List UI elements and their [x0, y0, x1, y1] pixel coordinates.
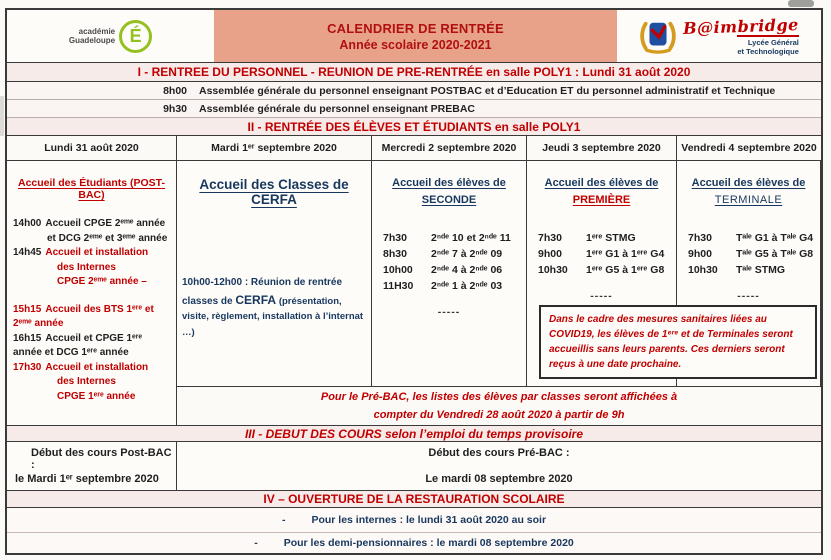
- monday-item: 14h45 Accueil et installation: [13, 247, 149, 258]
- school-type: Lycée Général et Technologique: [737, 35, 799, 56]
- schedule-row: 10h30 1ᵉʳᵉ G5 à 1ᵉʳᵉ G8: [538, 264, 665, 276]
- schedule-row: 10h30 Tᵃˡᵉ STMG: [688, 264, 786, 276]
- schedule-row: 10h00 2ⁿᵈᵉ 4 à 2ⁿᵈᵉ 06: [383, 264, 503, 276]
- terminale-schedule: [682, 232, 815, 276]
- cerfa-body: 10h00-12h00 : Réunion de rentrée classes de CERFA (présentation, visite, règlement, installation à l’internat …): [182, 277, 364, 338]
- separator: -----: [590, 290, 613, 302]
- prebac-start-date: Le mardi 08 septembre 2020: [425, 473, 573, 485]
- meeting-description: Assemblée générale du personnel enseignant POSTBAC et d’Education ET du personnel administratif et Technique: [199, 84, 776, 97]
- cerfa-heading: Accueil des Classes de CERFA: [199, 177, 349, 207]
- wednesday-column: [372, 161, 527, 386]
- personnel-row: [7, 100, 821, 118]
- day-header-wednesday: Mercredi 2 septembre 2020: [372, 136, 527, 160]
- bullet-dash: -: [254, 537, 258, 549]
- personnel-row: [7, 82, 821, 100]
- restauration-internes: - Pour les internes : le lundi 31 août 2020 au soir: [7, 508, 821, 533]
- document-header: [7, 10, 821, 63]
- postbac-start: [7, 442, 177, 490]
- section3-title: III - DEBUT DES COURS selon l’emploi du temps provisoire: [7, 426, 821, 442]
- schedule-row: 7h30 Tᵃˡᵉ G1 à Tᵃˡᵉ G4: [688, 232, 814, 244]
- monday-item: 15h15 Accueil des BTS 1ᵉʳᵉ et 2ᵉᵐᵉ année: [13, 303, 154, 329]
- postbac-start-date: le Mardi 1ᵉʳ septembre 2020: [15, 473, 159, 485]
- monday-item: et DCG 2ᵉᵐᵉ et 3ᵉᵐᵉ année: [47, 232, 168, 244]
- academy-logo-icon: É: [119, 20, 152, 53]
- scan-smudge: [0, 96, 4, 136]
- tuesday-column: [177, 161, 372, 386]
- course-start-row: [7, 442, 821, 491]
- premiere-schedule: [532, 232, 671, 276]
- school-crest-icon: [639, 18, 677, 54]
- postbac-start-label: Début des cours Post-BAC :: [31, 447, 172, 471]
- section1-title: I - RENTREE DU PERSONNEL - REUNION DE PRE-RENTRÉE en salle POLY1 : Lundi 31 août 2020: [7, 63, 821, 82]
- section2-title: II - RENTRÉE DES ÉLÈVES ET ÉTUDIANTS en salle POLY1: [7, 118, 821, 136]
- document-title-block: [214, 10, 617, 62]
- prebac-start-label: Début des cours Pré-BAC :: [428, 447, 570, 459]
- separator: -----: [437, 306, 461, 318]
- monday-item: CPGE 2ᵉᵐᵉ année –: [57, 276, 147, 287]
- covid-notice: Dans le cadre des mesures sanitaires liées au COVID19, les élèves de 1ᵉʳᵉ et de Terminales seront accueillis sans leurs parents. Ces derniers seront reçus à une date prochaine.: [539, 305, 817, 379]
- schedule-row: 7h30 1ᵉʳᵉ STMG: [538, 232, 636, 244]
- schedule-row: 7h30 2ⁿᵈᵉ 10 et 2ⁿᵈᵉ 11: [383, 232, 511, 244]
- seconde-schedule: [377, 232, 521, 292]
- monday-item: des Internes: [57, 376, 116, 387]
- schedule-grid: [7, 161, 821, 426]
- monday-item: 14h00 Accueil CPGE 2ᵉᵐᵉ année: [13, 218, 166, 229]
- monday-column: [7, 161, 177, 425]
- scan-smudge: [788, 0, 814, 7]
- schedule-row: 8h30 2ⁿᵈᵉ 7 à 2ⁿᵈᵉ 09: [383, 248, 503, 260]
- page-title: CALENDRIER DE RENTRÉE: [327, 20, 504, 36]
- monday-heading: Accueil des Étudiants (POST-BAC): [17, 177, 166, 201]
- schedule-row: 9h00 Tᵃˡᵉ G5 à Tᵃˡᵉ G8: [688, 248, 814, 260]
- terminale-heading: Accueil des élèves de TERMINALE: [691, 177, 806, 206]
- school-logo: [617, 10, 821, 62]
- academy-logo: [7, 10, 214, 62]
- day-header-tuesday: Mardi 1ᵉʳ septembre 2020: [177, 136, 372, 160]
- bullet-dash: -: [281, 514, 286, 526]
- day-header-thursday: Jeudi 3 septembre 2020: [527, 136, 677, 160]
- premiere-heading: Accueil des élèves de PREMIÈRE: [544, 177, 659, 206]
- meeting-time: 8h00: [163, 84, 187, 97]
- seconde-heading: Accueil des élèves de SECONDE: [392, 177, 506, 206]
- restauration-demi-pensionnaires: - Pour les demi-pensionnaires : le mardi 08 septembre 2020: [7, 533, 821, 553]
- page-subtitle: Année scolaire 2020-2021: [339, 37, 492, 52]
- prebac-note-line2: compter du Vendredi 28 août 2020 à partir de 9h: [373, 409, 625, 421]
- schedule-row: 9h00 1ᵉʳᵉ G1 à 1ᵉʳᵉ G4: [538, 248, 665, 260]
- section4-title: IV – OUVERTURE DE LA RESTAURATION SCOLAIRE: [7, 491, 821, 508]
- prebac-note-line1: Pour le Pré-BAC, les listes des élèves par classes seront affichées à: [320, 391, 678, 403]
- prebac-start: [177, 442, 821, 490]
- schedule-row: 11H30 2ⁿᵈᵉ 1 à 2ⁿᵈᵉ 03: [383, 280, 503, 292]
- separator: -----: [737, 290, 760, 302]
- meeting-description: Assemblée générale du personnel enseignant PREBAC: [199, 102, 475, 115]
- prebac-note: [177, 387, 821, 425]
- monday-item: 16h15 Accueil et CPGE 1ᵉʳᵉ année et DCG 1ᵉʳᵉ année: [13, 332, 143, 358]
- calendar-document: [5, 8, 823, 555]
- day-header-monday: Lundi 31 août 2020: [7, 136, 177, 160]
- academy-logo-text: académie Guadeloupe: [68, 26, 116, 45]
- monday-item: CPGE 1ᵉʳᵉ année: [57, 390, 136, 402]
- monday-item: des Internes: [57, 261, 116, 273]
- school-name: B@imbridge: [682, 14, 800, 38]
- day-header-row: [7, 136, 821, 161]
- day-header-friday: Vendredi 4 septembre 2020: [681, 142, 817, 154]
- monday-item: 17h30 Accueil et installation: [13, 361, 149, 373]
- meeting-time: 9h30: [163, 102, 187, 115]
